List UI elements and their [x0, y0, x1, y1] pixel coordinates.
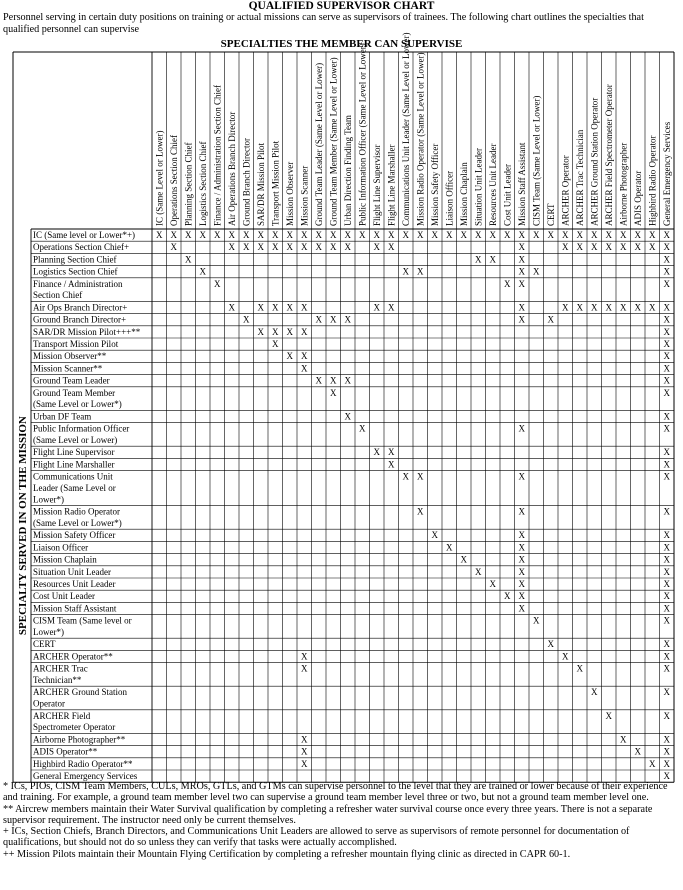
- x-mark: X: [185, 230, 192, 240]
- row-label: Operator: [33, 698, 65, 709]
- column-header: Mission Scanner: [299, 165, 310, 226]
- x-mark: X: [620, 302, 627, 313]
- x-mark: X: [272, 339, 279, 349]
- x-mark: X: [634, 746, 641, 757]
- x-mark: X: [663, 339, 670, 349]
- row-label: ARCHER Field: [33, 710, 91, 721]
- row-label: ARCHER Ground Station: [33, 687, 128, 698]
- column-header: Ground Team Member (Same Level or Lower): [328, 57, 339, 226]
- row-label: Spectrometer Operator: [33, 722, 116, 733]
- x-mark: X: [228, 302, 235, 313]
- footnote: * ICs, PIOs, CISM Team Members, CULs, MROs, GTLs, and GTMs can supervise personnel to the level that they are trained or lower because of their experience and training. For example, a ground team member level two can supervise a ground team member level three or two, but not a ground team member level one.: [3, 781, 668, 804]
- x-mark: X: [663, 302, 670, 313]
- x-mark: X: [591, 687, 598, 698]
- row-label: Mission Scanner**: [33, 363, 103, 374]
- x-mark: X: [663, 471, 670, 482]
- x-mark: X: [576, 663, 583, 674]
- row-label: ADIS Operator**: [33, 746, 98, 757]
- column-header: Planning Section Chief: [183, 142, 194, 226]
- x-mark: X: [663, 746, 670, 757]
- row-label: (Same Level or Lower*): [33, 399, 122, 410]
- x-mark: X: [634, 230, 641, 240]
- row-label: General Emergency Services: [33, 771, 138, 781]
- x-mark: X: [315, 230, 322, 240]
- x-mark: X: [518, 254, 525, 265]
- x-mark: X: [518, 302, 525, 313]
- x-mark: X: [663, 230, 670, 240]
- x-mark: X: [533, 230, 540, 240]
- x-mark: X: [649, 758, 656, 769]
- x-mark: X: [388, 242, 395, 253]
- x-mark: X: [533, 615, 540, 626]
- x-mark: X: [373, 230, 380, 240]
- x-mark: X: [518, 542, 525, 553]
- x-mark: X: [344, 375, 351, 386]
- footnotes: [3, 781, 679, 860]
- column-header: CERT: [545, 203, 556, 226]
- x-mark: X: [170, 242, 177, 253]
- x-mark: X: [431, 530, 438, 541]
- column-header: ADIS Operator: [632, 170, 643, 226]
- row-label: Mission Radio Operator: [33, 506, 120, 517]
- x-mark: X: [518, 278, 525, 289]
- row-label: ARCHER Trac: [33, 663, 88, 674]
- x-mark: X: [634, 242, 641, 253]
- column-header: Air Operations Branch Director: [226, 111, 237, 226]
- x-mark: X: [547, 639, 554, 650]
- x-mark: X: [286, 230, 293, 240]
- x-mark: X: [460, 554, 467, 565]
- row-label: Liaison Officer: [33, 542, 89, 553]
- x-mark: X: [475, 254, 482, 265]
- x-mark: X: [344, 230, 351, 240]
- x-mark: X: [170, 230, 177, 240]
- x-mark: X: [663, 266, 670, 277]
- x-mark: X: [301, 746, 308, 757]
- page-title: QUALIFIED SUPERVISOR CHART: [248, 0, 435, 12]
- x-mark: X: [663, 242, 670, 253]
- row-label: IC (Same level or Lower*+): [33, 230, 136, 240]
- row-label: Mission Staff Assistant: [33, 603, 117, 614]
- column-header: Highbird Radio Operator: [647, 135, 658, 226]
- footnote: ** Aircrew members maintain their Water Survival qualification by completing a refresher water survival course once every three years. There is not a separate supervisor requirement. The instructor need only be current themselves.: [3, 803, 653, 826]
- column-header: Flight Line Marshaller: [386, 144, 397, 226]
- x-mark: X: [663, 387, 670, 398]
- x-mark: X: [417, 230, 424, 240]
- intro-text: Personnel serving in certain duty positions on training or actual missions can serve as supervisors of trainees. The following chart outlines the specialties that qualified personnel can supervise: [3, 12, 644, 35]
- x-mark: X: [663, 542, 670, 553]
- x-mark: X: [330, 375, 337, 386]
- x-mark: X: [663, 603, 670, 614]
- x-mark: X: [199, 230, 206, 240]
- row-label: Flight Line Supervisor: [33, 447, 115, 458]
- column-header: Flight Line Supervisor: [371, 144, 382, 226]
- x-mark: X: [518, 591, 525, 602]
- x-mark: X: [547, 314, 554, 325]
- column-header: Ground Branch Director: [241, 138, 252, 226]
- row-label: Ground Branch Director+: [33, 314, 127, 325]
- x-mark: X: [301, 734, 308, 745]
- x-mark: X: [663, 651, 670, 662]
- x-mark: X: [518, 506, 525, 517]
- x-mark: X: [460, 230, 467, 240]
- x-mark: X: [663, 579, 670, 589]
- x-mark: X: [402, 230, 409, 240]
- x-mark: X: [576, 302, 583, 313]
- row-label: Logistics Section Chief: [33, 266, 118, 277]
- x-mark: X: [663, 663, 670, 674]
- x-mark: X: [344, 242, 351, 253]
- x-mark: X: [562, 242, 569, 253]
- column-header: ARCHER Field Spectrometer Operator: [603, 84, 614, 226]
- x-mark: X: [663, 314, 670, 325]
- column-header: Airborne Photographer: [618, 142, 629, 226]
- column-header: Transport Mission Pilot: [270, 140, 281, 226]
- x-mark: X: [562, 230, 569, 240]
- x-mark: X: [663, 459, 670, 470]
- x-mark: X: [315, 375, 322, 386]
- x-mark: X: [475, 566, 482, 577]
- x-mark: X: [518, 266, 525, 277]
- x-mark: X: [272, 230, 279, 240]
- x-mark: X: [301, 242, 308, 253]
- row-label: (Same Level or Lower): [33, 435, 118, 445]
- x-mark: X: [272, 326, 279, 337]
- x-mark: X: [402, 471, 409, 482]
- x-mark: X: [663, 351, 670, 362]
- x-mark: X: [663, 375, 670, 386]
- x-mark: X: [286, 242, 293, 253]
- x-mark: X: [228, 242, 235, 253]
- x-mark: X: [228, 230, 235, 240]
- x-mark: X: [663, 591, 670, 602]
- row-label: Technician**: [33, 675, 82, 685]
- row-label: Highbird Radio Operator**: [33, 758, 133, 769]
- x-mark: X: [272, 302, 279, 313]
- x-mark: X: [359, 423, 366, 434]
- x-mark: X: [663, 639, 670, 650]
- x-mark: X: [605, 242, 612, 253]
- x-mark: X: [576, 242, 583, 253]
- row-label: Lower*): [33, 627, 64, 637]
- row-label: Ground Team Leader: [33, 375, 110, 386]
- row-label: Finance / Administration: [33, 278, 123, 289]
- x-mark: X: [663, 363, 670, 374]
- x-mark: X: [243, 314, 250, 325]
- row-label: Resources Unit Leader: [33, 579, 116, 589]
- x-mark: X: [388, 447, 395, 458]
- x-mark: X: [663, 687, 670, 698]
- x-mark: X: [301, 326, 308, 337]
- column-header: ARCHER Operator: [560, 155, 571, 226]
- x-mark: X: [214, 230, 221, 240]
- row-label: Situation Unit Leader: [33, 566, 111, 577]
- row-label: Mission Observer**: [33, 351, 107, 362]
- column-header: Cost Unit Leader: [502, 164, 513, 226]
- x-mark: X: [562, 651, 569, 662]
- x-mark: X: [373, 242, 380, 253]
- column-header: Mission Radio Operator (Same Level or Lower): [415, 52, 426, 226]
- x-mark: X: [257, 326, 264, 337]
- x-mark: X: [243, 242, 250, 253]
- column-header: Communications Unit Leader (Same Level or Lower): [400, 32, 411, 226]
- column-header: Urban Direction Finding Team: [342, 115, 353, 226]
- x-mark: X: [518, 423, 525, 434]
- x-mark: X: [663, 530, 670, 541]
- column-header: Mission Staff Assistant: [516, 142, 527, 226]
- x-mark: X: [605, 230, 612, 240]
- x-mark: X: [504, 591, 511, 602]
- columns-header: SPECIALTIES THE MEMBER CAN SUPERVISE: [220, 38, 463, 50]
- column-header: Logistics Section Chief: [197, 141, 208, 226]
- x-mark: X: [388, 230, 395, 240]
- x-mark: X: [344, 411, 351, 422]
- x-mark: X: [663, 554, 670, 565]
- x-mark: X: [663, 254, 670, 265]
- x-mark: X: [518, 554, 525, 565]
- x-mark: X: [663, 734, 670, 745]
- column-header: General Emergency Services: [661, 121, 672, 226]
- x-mark: X: [591, 242, 598, 253]
- row-label: Flight Line Marshaller: [33, 459, 115, 470]
- x-mark: X: [518, 579, 525, 589]
- row-label: SAR/DR Mission Pilot+++**: [33, 326, 141, 337]
- x-mark: X: [504, 230, 511, 240]
- column-header: Liaison Officer: [444, 170, 455, 226]
- column-header: Situation Unit Leader: [473, 148, 484, 226]
- x-mark: X: [286, 326, 293, 337]
- x-mark: X: [330, 242, 337, 253]
- x-mark: X: [315, 314, 322, 325]
- x-mark: X: [620, 242, 627, 253]
- x-mark: X: [359, 230, 366, 240]
- column-header: ARCHER Trac Technician: [574, 129, 585, 226]
- x-mark: X: [649, 230, 656, 240]
- x-mark: X: [489, 254, 496, 265]
- x-mark: X: [446, 230, 453, 240]
- x-mark: X: [315, 242, 322, 253]
- x-mark: X: [431, 230, 438, 240]
- x-mark: X: [663, 758, 670, 769]
- x-mark: X: [373, 302, 380, 313]
- x-mark: X: [402, 266, 409, 277]
- x-mark: X: [156, 230, 163, 240]
- x-mark: X: [446, 542, 453, 553]
- row-label: Operations Section Chief+: [33, 242, 130, 253]
- row-label: (Same Level or Lower*): [33, 518, 122, 528]
- column-header: CISM Team (Same Level or Lower): [531, 95, 542, 226]
- x-mark: X: [663, 278, 670, 289]
- row-label: Mission Chaplain: [33, 554, 97, 565]
- x-mark: X: [301, 351, 308, 362]
- x-mark: X: [504, 278, 511, 289]
- x-mark: X: [605, 710, 612, 721]
- x-mark: X: [663, 506, 670, 517]
- x-mark: X: [518, 471, 525, 482]
- x-mark: X: [663, 566, 670, 577]
- x-mark: X: [663, 423, 670, 434]
- row-label: Ground Team Member: [33, 387, 116, 398]
- x-mark: X: [547, 230, 554, 240]
- column-header: Public Information Officer (Same Level or Lower): [357, 43, 368, 226]
- x-mark: X: [649, 302, 656, 313]
- x-mark: X: [663, 411, 670, 422]
- x-mark: X: [301, 363, 308, 374]
- x-mark: X: [489, 230, 496, 240]
- x-mark: X: [330, 230, 337, 240]
- column-header: Finance / Administration Section Chief: [212, 85, 223, 226]
- footnote: + ICs, Section Chiefs, Branch Directors, and Communications Unit Leaders are allowed to serve as supervisors of remote personnel for documentation of qualifications, but should not do so unless they can verify that tasks were actually accomplished.: [3, 826, 630, 849]
- column-header: Mission Observer: [284, 161, 295, 226]
- x-mark: X: [257, 242, 264, 253]
- x-mark: X: [620, 230, 627, 240]
- x-mark: X: [591, 302, 598, 313]
- x-mark: X: [591, 230, 598, 240]
- x-mark: X: [330, 314, 337, 325]
- row-label: Communications Unit: [33, 471, 113, 482]
- x-mark: X: [417, 506, 424, 517]
- x-mark: X: [663, 771, 670, 781]
- footnote: ++ Mission Pilots maintain their Mountain Flying Certification by completing a refresher mountain flying clinic as directed in CAPR 60-1.: [3, 848, 571, 860]
- row-label: Urban DF Team: [33, 411, 92, 422]
- column-header: Resources Unit Leader: [487, 143, 498, 226]
- x-mark: X: [576, 230, 583, 240]
- x-mark: X: [272, 242, 279, 253]
- x-mark: X: [286, 351, 293, 362]
- x-mark: X: [634, 302, 641, 313]
- x-mark: X: [301, 651, 308, 662]
- x-mark: X: [518, 603, 525, 614]
- x-mark: X: [301, 230, 308, 240]
- x-mark: X: [649, 242, 656, 253]
- rows-header: SPECIALTY SERVED IN ON THE MISSION: [17, 416, 29, 636]
- x-mark: X: [605, 302, 612, 313]
- x-mark: X: [185, 254, 192, 265]
- x-mark: X: [330, 387, 337, 398]
- x-mark: X: [620, 734, 627, 745]
- column-header: Ground Team Leader (Same Level or Lower): [313, 62, 324, 226]
- x-mark: X: [243, 230, 250, 240]
- x-mark: X: [518, 314, 525, 325]
- row-label: Leader (Same Level or: [33, 483, 116, 493]
- x-mark: X: [286, 302, 293, 313]
- row-label: Mission Safety Officer: [33, 530, 116, 541]
- x-mark: X: [518, 242, 525, 253]
- column-header: SAR/DR Mission Pilot: [255, 142, 266, 226]
- row-label: Transport Mission Pilot: [33, 339, 119, 349]
- x-mark: X: [214, 278, 221, 289]
- row-label: ARCHER Operator**: [33, 651, 113, 662]
- row-label: Public Information Officer: [33, 423, 130, 434]
- x-mark: X: [301, 663, 308, 674]
- x-mark: X: [663, 326, 670, 337]
- x-mark: X: [663, 615, 670, 626]
- x-mark: X: [518, 230, 525, 240]
- x-mark: X: [301, 302, 308, 313]
- row-label: CISM Team (Same level or: [33, 615, 132, 626]
- column-header: Mission Safety Officer: [429, 143, 440, 226]
- row-label: Planning Section Chief: [33, 254, 117, 265]
- x-mark: X: [417, 266, 424, 277]
- row-label: Lower*): [33, 494, 64, 505]
- x-mark: X: [489, 579, 496, 589]
- x-mark: X: [663, 710, 670, 721]
- x-mark: X: [257, 230, 264, 240]
- x-mark: X: [475, 230, 482, 240]
- column-header: IC (Same Level or Lower): [154, 130, 165, 226]
- x-mark: X: [373, 447, 380, 458]
- x-mark: X: [344, 314, 351, 325]
- x-mark: X: [388, 459, 395, 470]
- x-mark: X: [518, 566, 525, 577]
- x-mark: X: [388, 302, 395, 313]
- column-header: Operations Section Chief: [168, 135, 179, 226]
- x-mark: X: [663, 447, 670, 458]
- row-label: Cost Unit Leader: [33, 591, 95, 602]
- column-header: ARCHER Ground Station Operator: [589, 97, 600, 226]
- x-mark: X: [562, 302, 569, 313]
- x-mark: X: [257, 302, 264, 313]
- column-header: Mission Chaplain: [458, 162, 469, 226]
- x-mark: X: [199, 266, 206, 277]
- row-label: Section Chief: [33, 290, 83, 301]
- x-mark: X: [533, 266, 540, 277]
- x-mark: X: [301, 758, 308, 769]
- row-label: Airborne Photographer**: [33, 734, 126, 745]
- row-label: CERT: [33, 639, 56, 650]
- row-label: Air Ops Branch Director+: [33, 302, 128, 313]
- x-mark: X: [518, 530, 525, 541]
- x-mark: X: [417, 471, 424, 482]
